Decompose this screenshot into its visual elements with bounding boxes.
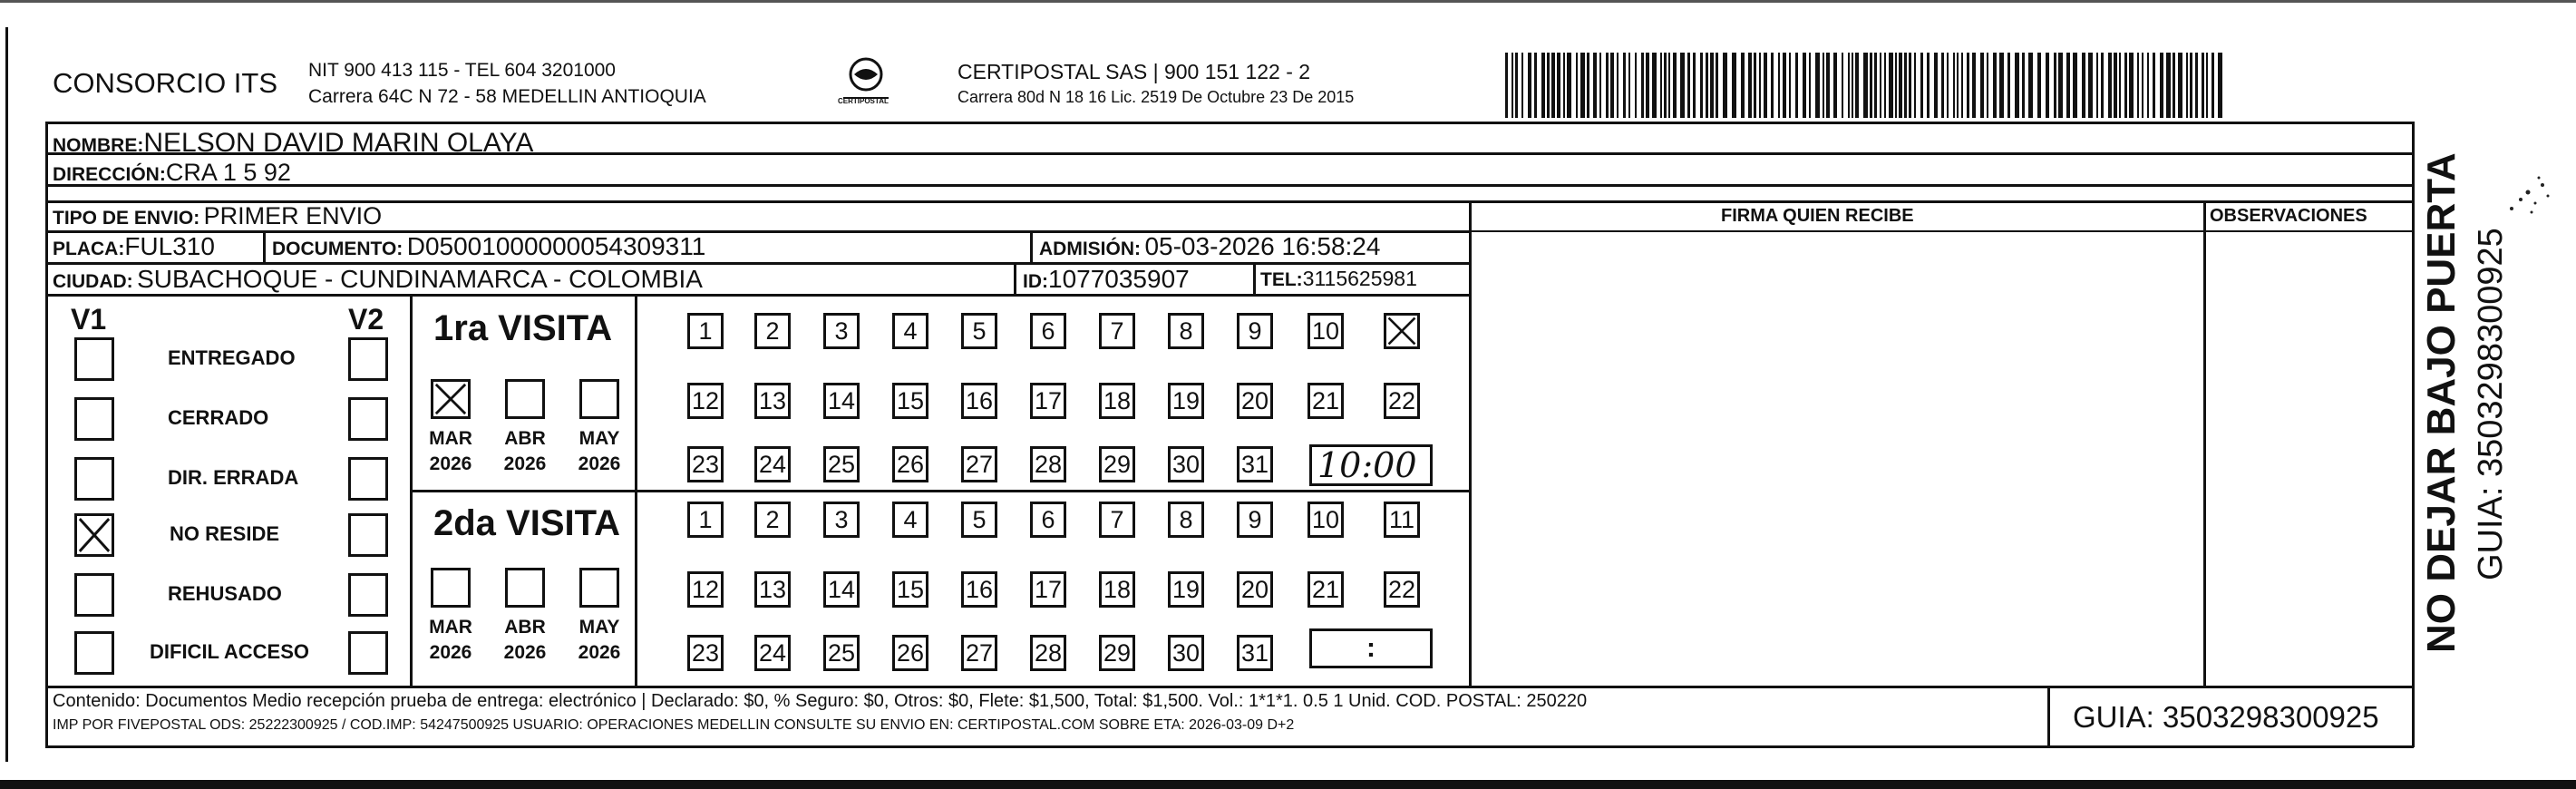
visit2-day-27[interactable]: 27	[961, 635, 997, 671]
visit1-day-20[interactable]: 20	[1237, 383, 1273, 419]
visit2-day-21[interactable]: 21	[1307, 571, 1344, 608]
visit1-day-19[interactable]: 19	[1168, 383, 1204, 419]
placa-value: FUL310	[124, 232, 215, 260]
visit1-month-label: ABR 2026	[503, 428, 547, 474]
visit2-day-24[interactable]: 24	[754, 635, 791, 671]
visit2-day-23[interactable]: 23	[687, 635, 724, 671]
visit1-day-23[interactable]: 23	[687, 446, 724, 482]
visit2-day-18[interactable]: 18	[1099, 571, 1135, 608]
visit1-day-24[interactable]: 24	[754, 446, 791, 482]
visit1-day-10[interactable]: 10	[1307, 313, 1344, 349]
visit2-month-label: ABR 2026	[503, 617, 547, 663]
status-label: NO RESIDE	[170, 522, 280, 545]
visit1-month-label: MAR 2026	[429, 428, 472, 474]
visit2-day-22[interactable]: 22	[1384, 571, 1420, 608]
id-value: 1077035907	[1048, 265, 1190, 293]
status-label: DIFICIL ACCESO	[150, 640, 310, 663]
visit2-title: 2da VISITA	[433, 503, 620, 543]
ciudad-field: CIUDAD: SUBACHOQUE - CUNDINAMARCA - COLOMBIA	[53, 265, 703, 293]
logo-caption: CERTIPOSTAL	[838, 97, 889, 105]
visit2-day-2[interactable]: 2	[754, 502, 791, 538]
footer-guia: GUIA: 3503298300925	[2073, 700, 2379, 734]
direccion-value: CRA 1 5 92	[165, 159, 291, 186]
barcode	[1505, 53, 2231, 118]
visit2-month-checkbox-mar[interactable]	[431, 568, 471, 608]
visit1-day-31[interactable]: 31	[1237, 446, 1273, 482]
v2-checkbox-6[interactable]	[348, 631, 388, 675]
visit1-day-8[interactable]: 8	[1168, 313, 1204, 349]
v2-checkbox-2[interactable]	[348, 397, 388, 441]
certipostal-address: Carrera 80d N 18 16 Lic. 2519 De Octubre 23 De 2015	[957, 88, 1355, 106]
certipostal-logo	[834, 54, 898, 111]
visit2-day-12[interactable]: 12	[687, 571, 724, 608]
visit1-time-value: 10:00	[1317, 445, 1417, 485]
v1-label: V1	[71, 303, 107, 336]
visit1-day-7[interactable]: 7	[1099, 313, 1135, 349]
visit2-day-7[interactable]: 7	[1099, 502, 1135, 538]
documento-field: DOCUMENTO: D05001000000054309311	[272, 232, 706, 260]
visit2-day-15[interactable]: 15	[892, 571, 928, 608]
admision-field: ADMISIÓN: 05-03-2026 16:58:24	[1039, 232, 1381, 260]
visit2-day-20[interactable]: 20	[1237, 571, 1273, 608]
visit1-title: 1ra VISITA	[433, 308, 613, 348]
visit1-day-4[interactable]: 4	[892, 313, 928, 349]
visit1-day-28[interactable]: 28	[1030, 446, 1066, 482]
v2-label: V2	[348, 303, 384, 336]
tipo-envio-field: TIPO DE ENVIO: PRIMER ENVIO	[53, 202, 383, 229]
documento-value: D05001000000054309311	[406, 232, 706, 260]
v2-checkbox-3[interactable]	[348, 457, 388, 501]
visit1-day-18[interactable]: 18	[1099, 383, 1135, 419]
visit1-day-1[interactable]: 1	[687, 313, 724, 349]
v1-checkbox-5[interactable]	[74, 573, 114, 617]
visit2-day-5[interactable]: 5	[961, 502, 997, 538]
no-dejar-bajo-puerta: NO DEJAR BAJO PUERTA	[2419, 152, 2464, 653]
placa-field: PLACA:FUL310	[53, 232, 215, 260]
visit1-day-6[interactable]: 6	[1030, 313, 1066, 349]
top-edge	[0, 0, 2576, 3]
visit2-month-label: MAY 2026	[578, 617, 621, 663]
visit1-month-label: MAY 2026	[578, 428, 621, 474]
visit2-day-9[interactable]: 9	[1237, 502, 1273, 538]
id-field: ID:1077035907	[1023, 265, 1190, 293]
visit1-time-box[interactable]	[1309, 444, 1433, 486]
visit1-day-9[interactable]: 9	[1237, 313, 1273, 349]
ciudad-value: SUBACHOQUE - CUNDINAMARCA - COLOMBIA	[137, 265, 703, 293]
visit1-day-17[interactable]: 17	[1030, 383, 1066, 419]
v2-checkbox-4[interactable]	[348, 513, 388, 557]
left-edge	[5, 27, 8, 762]
visit2-day-10[interactable]: 10	[1307, 502, 1344, 538]
status-label: REHUSADO	[168, 582, 282, 605]
visit1-month-checkbox-may[interactable]	[579, 379, 619, 419]
visit2-day-4[interactable]: 4	[892, 502, 928, 538]
visit1-day-22[interactable]: 22	[1384, 383, 1420, 419]
visit1-month-checkbox-mar[interactable]	[431, 379, 471, 419]
visit1-day-12[interactable]: 12	[687, 383, 724, 419]
firma-header: FIRMA QUIEN RECIBE	[1721, 206, 1914, 226]
visit2-day-25[interactable]: 25	[823, 635, 860, 671]
visit2-day-1[interactable]: 1	[687, 502, 724, 538]
visit2-day-16[interactable]: 16	[961, 571, 997, 608]
nit-line: NIT 900 413 115 - TEL 604 3201000	[308, 60, 616, 81]
visit1-day-16[interactable]: 16	[961, 383, 997, 419]
footer-line2: IMP POR FIVEPOSTAL ODS: 25222300925 / COD.IMP: 54247500925 USUARIO: OPERACIONES MEDELLIN CONSULTE SU ENVIO EN: CERTIPOSTAL.COM SOBRE ETA: 2026-03-09 D+2	[53, 717, 1295, 733]
address-line: Carrera 64C N 72 - 58 MEDELLIN ANTIOQUIA	[308, 86, 706, 107]
edge-specks	[2503, 172, 2557, 227]
visit2-month-checkbox-abr[interactable]	[505, 568, 545, 608]
visit1-month-checkbox-abr[interactable]	[505, 379, 545, 419]
visit2-day-28[interactable]: 28	[1030, 635, 1066, 671]
tel-value: 3115625981	[1302, 267, 1417, 290]
visit2-day-11[interactable]: 11	[1384, 502, 1420, 538]
visit2-day-8[interactable]: 8	[1168, 502, 1204, 538]
visit1-day-15[interactable]: 15	[892, 383, 928, 419]
visit1-day-11[interactable]	[1384, 313, 1420, 349]
nombre-field: NOMBRE:NELSON DAVID MARIN OLAYA	[53, 128, 534, 158]
v1-checkbox-3[interactable]	[74, 457, 114, 501]
status-label: CERRADO	[168, 406, 269, 429]
visit1-day-2[interactable]: 2	[754, 313, 791, 349]
visit2-day-6[interactable]: 6	[1030, 502, 1066, 538]
nombre-value: NELSON DAVID MARIN OLAYA	[143, 128, 534, 158]
visit1-day-26[interactable]: 26	[892, 446, 928, 482]
visit2-time-box[interactable]: :	[1309, 628, 1433, 668]
visit2-day-30[interactable]: 30	[1168, 635, 1204, 671]
tipo-envio-value: PRIMER ENVIO	[203, 202, 383, 229]
observaciones-header: OBSERVACIONES	[2210, 206, 2367, 226]
bottom-edge	[0, 780, 2576, 789]
visit1-day-5[interactable]: 5	[961, 313, 997, 349]
side-guia: GUIA: 3503298300925	[2472, 228, 2510, 580]
visit2-day-29[interactable]: 29	[1099, 635, 1135, 671]
visit2-day-3[interactable]: 3	[823, 502, 860, 538]
visit2-day-26[interactable]: 26	[892, 635, 928, 671]
visit1-day-25[interactable]: 25	[823, 446, 860, 482]
visit2-day-13[interactable]: 13	[754, 571, 791, 608]
visit1-day-14[interactable]: 14	[823, 383, 860, 419]
visit2-day-19[interactable]: 19	[1168, 571, 1204, 608]
visit1-day-3[interactable]: 3	[823, 313, 860, 349]
status-label: ENTREGADO	[168, 346, 296, 369]
status-label: DIR. ERRADA	[168, 466, 299, 489]
v1-checkbox-6[interactable]	[74, 631, 114, 675]
direccion-field: DIRECCIÓN:CRA 1 5 92	[53, 159, 291, 186]
visit2-month-checkbox-may[interactable]	[579, 568, 619, 608]
visit1-day-29[interactable]: 29	[1099, 446, 1135, 482]
visit2-day-31[interactable]: 31	[1237, 635, 1273, 671]
visit1-day-21[interactable]: 21	[1307, 383, 1344, 419]
visit2-day-14[interactable]: 14	[823, 571, 860, 608]
v2-checkbox-1[interactable]	[348, 337, 388, 381]
v1-checkbox-1[interactable]	[74, 337, 114, 381]
tel-field: TEL:3115625981	[1260, 267, 1417, 290]
company-name: CONSORCIO ITS	[53, 67, 278, 99]
visit2-month-label: MAR 2026	[429, 617, 472, 663]
admision-value: 05-03-2026 16:58:24	[1144, 232, 1381, 260]
v1-checkbox-2[interactable]	[74, 397, 114, 441]
visit1-day-27[interactable]: 27	[961, 446, 997, 482]
visit1-day-13[interactable]: 13	[754, 383, 791, 419]
visit2-day-17[interactable]: 17	[1030, 571, 1066, 608]
footer-line1: Contenido: Documentos Medio recepción prueba de entrega: electrónico | Declarado: $0, % Seguro: $0, Otros: $0, Flete: $1,500, Total: $1,500. Vol.: 1*1*1. 0.5 1 Unid. COD. POSTAL: 250220	[53, 691, 1588, 711]
visit1-day-30[interactable]: 30	[1168, 446, 1204, 482]
v2-checkbox-5[interactable]	[348, 573, 388, 617]
v1-checkbox-4[interactable]	[74, 513, 114, 557]
certipostal-line: CERTIPOSTAL SAS | 900 151 122 - 2	[957, 60, 1311, 83]
